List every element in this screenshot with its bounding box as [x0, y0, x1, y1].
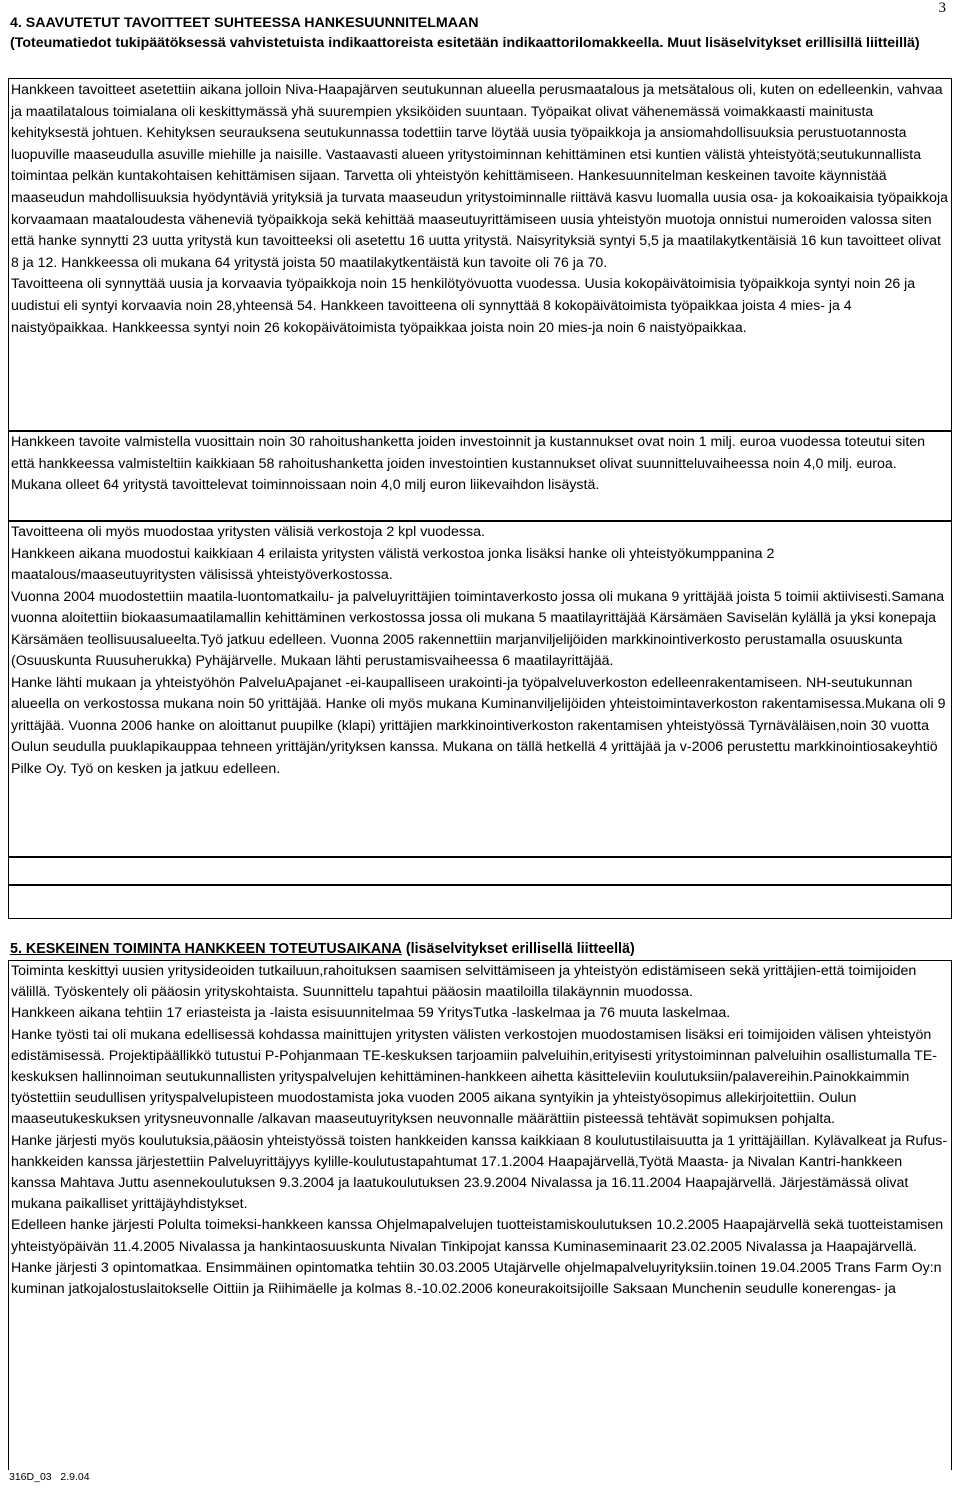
paragraph: Edelleen hanke järjesti Polulta toimeksi-hankkeen kanssa Ohjelmapalvelujen tuotteistamiskoulutuksen 10.2.2005 Haapajärvellä sekä tuotteistamisen yhteistyöpäivän 11.4.2005 Nivalassa ja hankintaosuuskunta Nivalan Tinkipojat kanssa Kuminaseminaarit 23.02.2005 Nivalassa ja Haapajärvellä. [11, 1217, 944, 1255]
paragraph: Vuonna 2004 muodostettiin maatila-luontomatkailu- ja palveluyrittäjien toimintaverkosto jossa oli mukana 9 yrittäjää joista 5 toimii aktiivisesti.Samana vuonna aloitettiin biokaasumaatilamallin kehittäminen verkostossa jossa oli mukana 5 maatilayrittäjää Kärsämäen Saviselän kylällä ja yksi konepaja Kärsämäen teollisuusalueelta.Työ jatkuu edelleen. Vuonna 2005 rakennettiin marjanviljelijöiden markkinointiverkosto perustamalla osuuskunta (Osuuskunta Ruusuherukka) Pyhäjärvelle. Mukaan lähti perustamisvaiheessa 6 maatilayrittäjää. [11, 588, 945, 669]
section-4-box-funding [8, 431, 952, 521]
paragraph: Tavoitteena oli myös muodostaa yritysten välisiä verkostoja 2 kpl vuodessa. [11, 524, 485, 540]
section-5-box-activities [8, 960, 952, 1470]
section-4-box-networks [8, 521, 952, 857]
page-number: 3 [938, 0, 946, 16]
paragraph: Hankkeen aikana tehtiin 17 eriasteista ja -laista esisuunnitelmaa 59 YritysTutka -laskelmaa ja 76 muuta laskelmaa. [11, 1005, 731, 1022]
paragraph: Mukana olleet 64 yritystä tavoittelevat toiminnoissaan noin 4,0 milj euron liikevaihdon lisäystä. [11, 477, 600, 493]
form-code: 316D_03 [9, 1471, 52, 1483]
footer [9, 1471, 90, 1483]
paragraph: Hankkeen tavoite valmistella vuosittain noin 30 rahoitushanketta joiden investoinnit ja kustannukset ovat noin 1 milj. euroa vuodessa toteutui siten että hankkeessa valmisteltiin kaikkiaan 58 rahoitushanketta joiden investointien kustannukset olivat suunnitteluvaiheessa noin 4,0 milj. euroa. [11, 434, 926, 472]
empty-row [8, 885, 952, 919]
section-4-heading [10, 13, 950, 53]
section-4-title: 4. SAAVUTETUT TAVOITTEET SUHTEESSA HANKESUUNNITELMAAN [10, 15, 479, 31]
paragraph: Hankkeen tavoitteet asetettiin aikana jolloin Niva-Haapajärven seutukunnan alueella perusmaatalous ja metsätalous oli, kuten on edelleenkin, vahvaa ja maatilatalous toimialana oli keskittymässä yhä suurempien yksiköiden suuntaan. Työpaikat olivat vähenemässä voimakkaasti mainitusta kehityksestä johtuen. Kehityksen seurauksena seutukunnassa todettiin tarve löytää uusia työpaikkoja ja ansiomahdollisuuksia perustuotannosta luopuville maaseudulla asuville miehille ja naisille. Vastaavasti alueen yritystoiminnan kehittäminen etsi kuntien välistä yhteistyötä;seutukunnallista toimintaa pelkän kuntakohtaisen kehittämisen sijaan. Tarvetta oli yhteistyön kehittämiseen. Hankesuunnitelman keskeinen tavoite käynnistää maaseudun mahdollisuuksia hyödyntäviä yrityksiä ja turvata maaseudun yritystoiminnalle riittävä kasvu luomalla uusia osa- ja kokoaikaisia työpaikkoja korvaamaan maataloudesta väheneviä työpaikkoja sekä kehittää maaseutuyrittämiseen uusia yhteistyön muotoja onnistui numeroiden valossa siten että hanke synnytti 23 uutta yritystä kun tavoitteeksi oli asetettu 16 uutta yritystä. Naisyrityksiä syntyi 5,5 ja maatilakytkentäisiä 16 kun tavoitteet olivat 8 ja 12. Hankkeessa oli mukana 64 yritystä joista 50 maatilakytkentäistä kun tavoite oli 76 ja 70. [11, 81, 948, 270]
section-5-title: 5. KESKEINEN TOIMINTA HANKKEEN TOTEUTUSAIKANA [10, 941, 402, 957]
form-date: 2.9.04 [60, 1471, 90, 1483]
paragraph: Toiminta keskittyi uusien yritysideoiden tutkailuun,rahoituksen saamisen selvittämiseen ja yhteistyön edistämiseen sekä yrittäjien-että toimijoiden välillä. Työskentely oli pääosin yrityskohtaista. Suunnittelu tapahtui pääosin maatiloilla tilakäynnin muodossa. [11, 963, 917, 1001]
empty-row [8, 857, 952, 885]
paragraph: Tavoitteena oli synnyttää uusia ja korvaavia työpaikkoja noin 15 henkilötyövuotta vuodessa. Uusia kokopäivätoimisia työpaikkoja syntyi noin 26 ja uudistui eli syntyi korvaavia noin 28,yhteensä 54. Hankkeen tavoitteena oli synnyttää 8 kokopäivätoimista työpaikkaa joista 4 mies- ja 4 naistyöpaikkaa. Hankkeessa syntyi noin 26 kokopäivätoimista työpaikkaa joista noin 20 mies-ja noin 6 naistyöpaikkaa. [11, 275, 916, 335]
paragraph: Hankkeen aikana muodostui kaikkiaan 4 erilaista yritysten välistä verkostoa jonka lisäksi hanke oli yhteistyökumppanina 2 maatalous/maaseutuyritysten välisissä yhteistyöverkostossa. [11, 545, 775, 583]
section-4-subtitle: (Toteumatiedot tukipäätöksessä vahvistetuista indikaattoreista esitetään indikaattorilomakkeella. Muut lisäselvitykset erillisillä liitteillä) [10, 35, 920, 51]
paragraph: Hanke järjesti 3 opintomatkaa. Ensimmäinen opintomatka tehtiin 30.03.2005 Utajärvelle ohjelmapalveluyrityksiin.toinen 19.04.2005 Trans Farm Oy:n kuminan jatkojalostuslaitokselle Oittiin ja Riihimäelle ja kolmas 8.-10.02.2006 koneurakoitsijoille Saksaan Munchenin seudulle konerengas- ja [11, 1259, 942, 1298]
paragraph: Hanke järjesti myös koulutuksia,pääosin yhteistyössä toisten hankkeiden kanssa kaikkiaan 8 koulutustilaisuutta ja 1 yrittäjäillan. Kylävalkeat ja Rufus-hankkeiden kanssa järjestettiin Palveluyrittäjyys kylille-koulutustapahtumat 17.1.2004 Haapajärvellä,Työtä Maasta- ja Nivalan Kantri-hankkeen kanssa Mahtava Juttu asennekoulutuksen 9.3.2004 ja laatukoulutuksen 23.9.2004 Nivalassa ja 16.11.2004 Haapajärvellä. Järjestämässä olivat mukana paikalliset yrittäjäyhdistykset. [11, 1132, 948, 1213]
section-5-note: (lisäselvitykset erillisellä liitteellä) [401, 941, 635, 957]
section-5-heading [10, 939, 635, 959]
paragraph: Hanke työsti tai oli mukana edellisessä kohdassa mainittujen yritysten välisten verkostojen muodostamisen lisäksi eri toimijoiden välisen yhteistyön edistämisessä. Projektipäällikkö tutustui P-Pohjanmaan TE-keskuksen tarjoamiin palveluihin,erityisesti yritystoiminnan palveluihin osallistumalla TE-keskuksen hallinnoiman seutukunnallisten yrityspalvelujen kehittäminen-hankkeen aihetta käsitteleviin koulutuksiin/palavereihin.Painokkaimmin työstettiin seudullisen yrityspalvelupisteen muodostamista joka vuoden 2005 aikana syntyikin ja yhteistyösopimus allekirjoitettiin. Oulun maaseutukeskuksen yritysneuvonnalle /alkavan maaseutuyrityksen neuvonnalle määrättiin pisteessä tehtävät sopimuksen pohjalta. [11, 1026, 938, 1128]
section-4-box-goals [8, 78, 952, 431]
paragraph: Hanke lähti mukaan ja yhteistyöhön PalveluApajanet -ei-kaupalliseen urakointi-ja työpalveluverkoston edelleenrakentamiseen. NH-seutukunnan alueella on verkostossa mukana noin 50 yrittäjää. Hanke oli myös mukana Kuminanviljelijöiden yhteistoimintaverkoston rakentamisessa.Mukana oli 9 yrittäjää. Vuonna 2006 hanke on aloittanut puupilke (klapi) yrittäjien markkinointiverkoston rakentamisen yhteistyössä Tyrnäväläisen,noin 30 vuotta Oulun seudulla puuklapikauppaa tehneen yrittäjän/yrityksen kanssa. Mukana on tällä hetkellä 4 yrittäjää ja v-2006 perustettu markkinointiosakeyhtiö Pilke Oy. Työ on kesken ja jatkuu edelleen. [11, 674, 946, 777]
